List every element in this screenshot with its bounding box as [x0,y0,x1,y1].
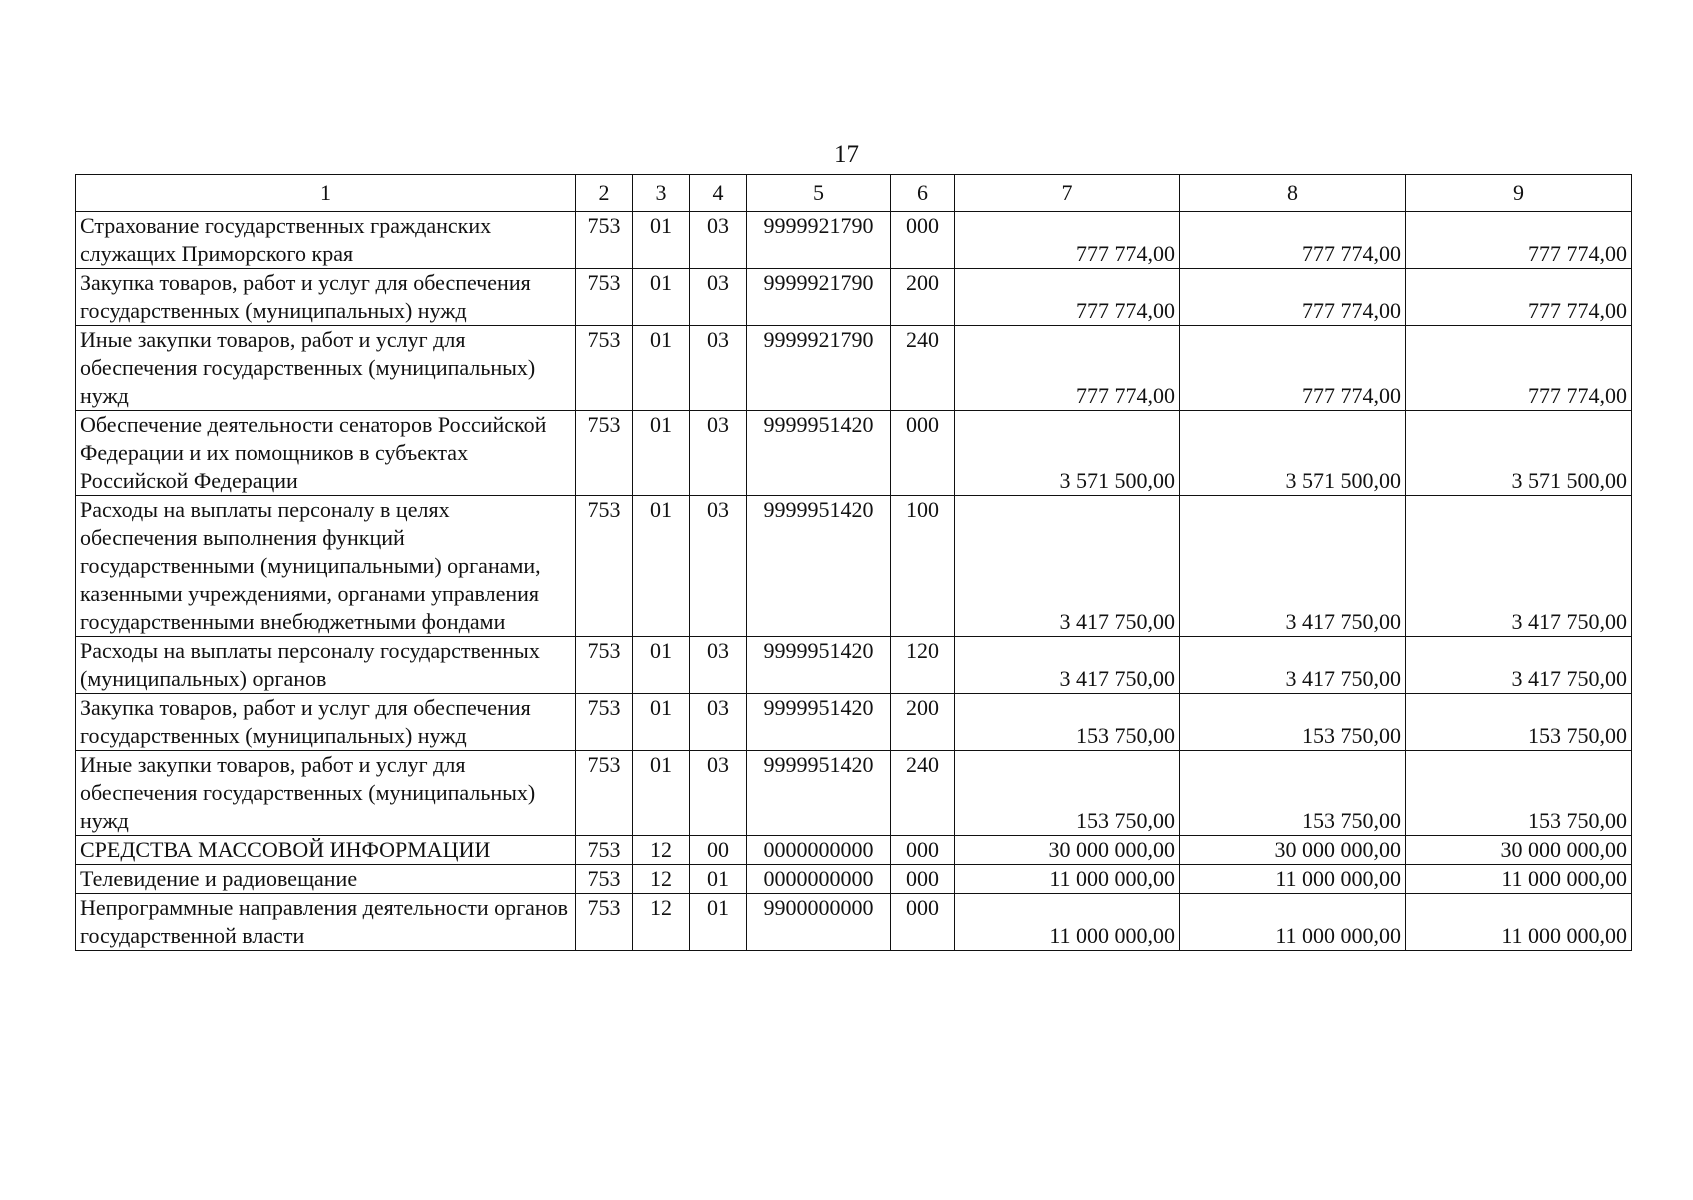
code-cell: 753 [576,836,633,865]
code-cell: 01 [633,694,690,751]
code-cell: 9999951420 [747,694,891,751]
amount-cell: 3 417 750,00 [955,637,1180,694]
code-cell: 753 [576,269,633,326]
amount-cell: 30 000 000,00 [1180,836,1406,865]
amount-cell: 11 000 000,00 [955,894,1180,951]
row-name: Телевидение и радиовещание [76,865,576,894]
code-cell: 000 [891,836,955,865]
amount-cell: 777 774,00 [1406,212,1632,269]
amount-cell: 3 417 750,00 [955,496,1180,637]
code-cell: 03 [690,212,747,269]
code-cell: 753 [576,865,633,894]
code-cell: 753 [576,751,633,836]
code-cell: 753 [576,326,633,411]
code-cell: 9999951420 [747,637,891,694]
header-cell: 3 [633,175,690,212]
code-cell: 01 [633,637,690,694]
code-cell: 000 [891,865,955,894]
amount-cell: 30 000 000,00 [955,836,1180,865]
header-cell: 8 [1180,175,1406,212]
amount-cell: 777 774,00 [1180,326,1406,411]
amount-cell: 30 000 000,00 [1406,836,1632,865]
header-row [76,175,1632,212]
code-cell: 03 [690,637,747,694]
code-cell: 03 [690,326,747,411]
amount-cell: 3 417 750,00 [1406,496,1632,637]
code-cell: 753 [576,694,633,751]
amount-cell: 153 750,00 [1180,694,1406,751]
code-cell: 12 [633,865,690,894]
code-cell: 000 [891,411,955,496]
amount-cell: 3 571 500,00 [1406,411,1632,496]
code-cell: 200 [891,269,955,326]
row-name: Непрограммные направления деятельности органов государственной власти [76,894,576,951]
code-cell: 000 [891,212,955,269]
amount-cell: 777 774,00 [1406,326,1632,411]
table-row [76,836,1632,865]
amount-cell: 777 774,00 [1180,212,1406,269]
code-cell: 9999921790 [747,212,891,269]
table-row [76,894,1632,951]
header-cell: 4 [690,175,747,212]
row-name: Закупка товаров, работ и услуг для обеспечения государственных (муниципальных) нужд [76,269,576,326]
row-name: Обеспечение деятельности сенаторов Российской Федерации и их помощников в субъектах Российской Федерации [76,411,576,496]
code-cell: 03 [690,496,747,637]
amount-cell: 3 571 500,00 [1180,411,1406,496]
amount-cell: 3 417 750,00 [1180,637,1406,694]
code-cell: 240 [891,751,955,836]
table-row [76,212,1632,269]
code-cell: 01 [690,894,747,951]
row-name: Страхование государственных гражданских служащих Приморского края [76,212,576,269]
code-cell: 9999921790 [747,269,891,326]
amount-cell: 11 000 000,00 [1406,865,1632,894]
code-cell: 01 [633,496,690,637]
code-cell: 753 [576,411,633,496]
code-cell: 120 [891,637,955,694]
code-cell: 000 [891,894,955,951]
amount-cell: 3 417 750,00 [1180,496,1406,637]
row-name: Иные закупки товаров, работ и услуг для обеспечения государственных (муниципальных) нужд [76,326,576,411]
amount-cell: 11 000 000,00 [955,865,1180,894]
row-name: Закупка товаров, работ и услуг для обеспечения государственных (муниципальных) нужд [76,694,576,751]
header-cell: 5 [747,175,891,212]
code-cell: 0000000000 [747,836,891,865]
amount-cell: 777 774,00 [955,212,1180,269]
code-cell: 01 [633,411,690,496]
table-row [76,496,1632,637]
code-cell: 01 [633,326,690,411]
table-row [76,637,1632,694]
amount-cell: 777 774,00 [955,326,1180,411]
code-cell: 240 [891,326,955,411]
table-row [76,411,1632,496]
amount-cell: 153 750,00 [1180,751,1406,836]
code-cell: 01 [633,212,690,269]
header-cell: 6 [891,175,955,212]
amount-cell: 777 774,00 [955,269,1180,326]
amount-cell: 153 750,00 [955,694,1180,751]
header-cell: 9 [1406,175,1632,212]
row-name: Расходы на выплаты персоналу в целях обеспечения выполнения функций государственными (муниципальными) органами, казенными учреждениями, органами управления государственными внебюджетными фондами [76,496,576,637]
table-row [76,751,1632,836]
code-cell: 12 [633,836,690,865]
amount-cell: 11 000 000,00 [1180,865,1406,894]
budget-table [75,174,1632,951]
amount-cell: 777 774,00 [1406,269,1632,326]
table-row [76,694,1632,751]
amount-cell: 153 750,00 [1406,751,1632,836]
code-cell: 00 [690,836,747,865]
code-cell: 9999921790 [747,326,891,411]
header-cell: 7 [955,175,1180,212]
code-cell: 01 [633,751,690,836]
code-cell: 753 [576,637,633,694]
amount-cell: 153 750,00 [955,751,1180,836]
code-cell: 03 [690,269,747,326]
table-row [76,269,1632,326]
code-cell: 9999951420 [747,496,891,637]
table-row [76,326,1632,411]
code-cell: 100 [891,496,955,637]
row-name: Расходы на выплаты персоналу государственных (муниципальных) органов [76,637,576,694]
code-cell: 03 [690,694,747,751]
code-cell: 9900000000 [747,894,891,951]
header-cell: 1 [76,175,576,212]
code-cell: 753 [576,496,633,637]
amount-cell: 153 750,00 [1406,694,1632,751]
code-cell: 9999951420 [747,411,891,496]
code-cell: 01 [690,865,747,894]
amount-cell: 11 000 000,00 [1406,894,1632,951]
code-cell: 0000000000 [747,865,891,894]
code-cell: 9999951420 [747,751,891,836]
header-cell: 2 [576,175,633,212]
amount-cell: 3 417 750,00 [1406,637,1632,694]
code-cell: 03 [690,751,747,836]
code-cell: 12 [633,894,690,951]
code-cell: 753 [576,894,633,951]
table-row [76,865,1632,894]
code-cell: 753 [576,212,633,269]
code-cell: 01 [633,269,690,326]
amount-cell: 777 774,00 [1180,269,1406,326]
amount-cell: 11 000 000,00 [1180,894,1406,951]
page-number: 17 [834,141,859,168]
code-cell: 03 [690,411,747,496]
code-cell: 200 [891,694,955,751]
amount-cell: 3 571 500,00 [955,411,1180,496]
row-name: Иные закупки товаров, работ и услуг для обеспечения государственных (муниципальных) нужд [76,751,576,836]
row-name: СРЕДСТВА МАССОВОЙ ИНФОРМАЦИИ [76,836,576,865]
